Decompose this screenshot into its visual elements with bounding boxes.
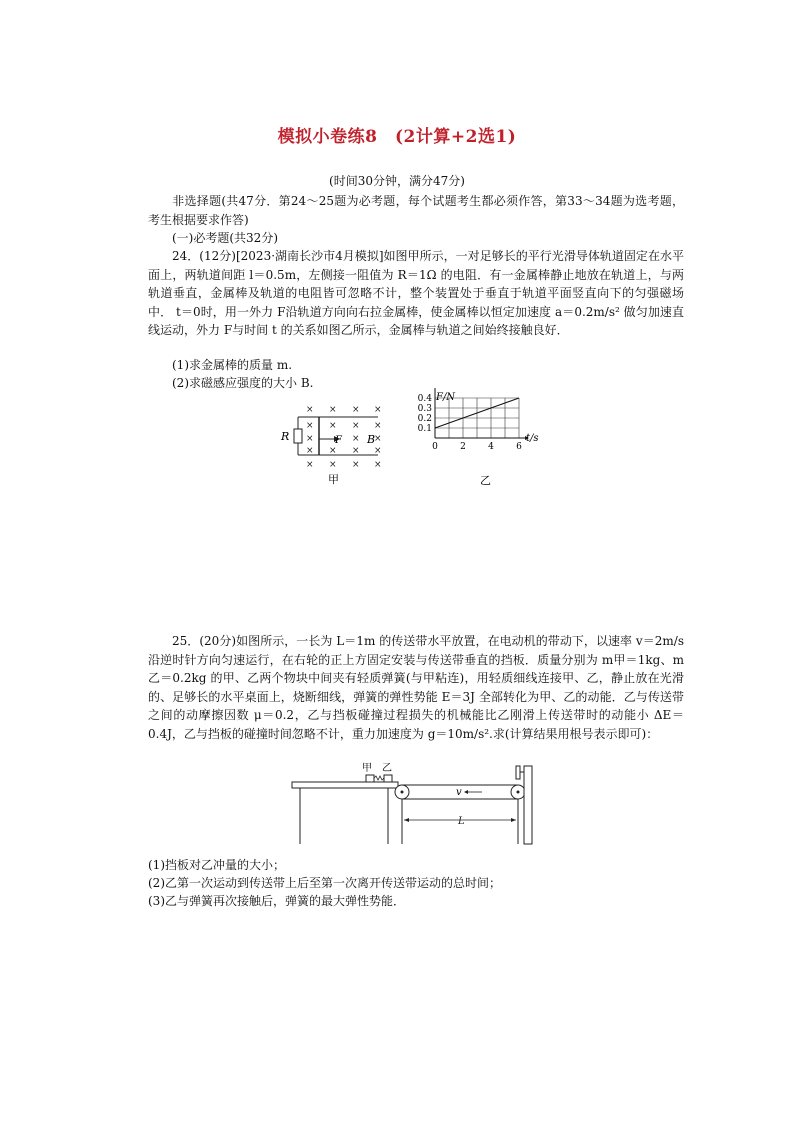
figure-jia (278, 403, 388, 488)
label-l: L (458, 816, 465, 827)
motor-stand (524, 766, 532, 844)
q25-sub3: (3)乙与弹簧再次接触后，弹簧的最大弹性势能． (148, 894, 405, 908)
svg-text:×: × (352, 446, 360, 456)
x-tick-label: 4 (488, 442, 494, 452)
svg-text:×: × (306, 460, 314, 470)
spring (374, 776, 384, 780)
x-tick-label: 2 (460, 442, 466, 452)
svg-text:×: × (306, 405, 314, 415)
label-f: F (335, 435, 342, 446)
y-tick-label: 0.4 (417, 394, 432, 404)
figure-yi-graph (408, 388, 548, 493)
svg-text:×: × (306, 446, 314, 456)
q24-stem (148, 247, 684, 340)
graph-grid (435, 398, 519, 438)
svg-text:×: × (352, 405, 360, 415)
label-v: v (456, 787, 462, 798)
section-required: (一)必考题(共32分) (172, 231, 278, 245)
exam-meta: (时间30分钟，满分47分) (329, 174, 465, 188)
svg-text:×: × (374, 446, 382, 456)
y-tick-label: 0.2 (417, 414, 432, 424)
svg-text:×: × (329, 446, 337, 456)
svg-text:×: × (352, 434, 360, 444)
label-yi: 乙 (382, 763, 392, 774)
svg-text:×: × (306, 421, 314, 431)
svg-text:×: × (352, 421, 360, 431)
svg-text:×: × (329, 460, 337, 470)
label-jia: 甲 (362, 763, 372, 774)
caption-jia: 甲 (328, 473, 339, 486)
intro-text: 非选择题(共47分．第24～25题为必考题，每个试题考生都必须作答，第33～34题为选考题，考生根据要求作答) (148, 194, 684, 227)
q25-sub2: (2)乙第一次运动到传送带上后至第一次离开传送带运动的总时间； (148, 876, 502, 890)
q24-sub2: (2)求磁感应强度的大小 B. (172, 376, 314, 390)
q25-stem (148, 632, 684, 743)
svg-text:×: × (374, 421, 382, 431)
intro-paragraph (148, 192, 684, 229)
q25-stem-text: 25．(20分)如图所示，一长为 L＝1m 的传送带水平放置，在电动机的带动下，以速率 v＝2m/s 沿逆时针方向匀速运行，在右轮的正上方固定安装与传送带垂直的挡板．质量分别为 m甲＝1kg、m乙＝0.2kg 的甲、乙两个物块中间夹有轻质弹簧(与甲粘连)，用轻质细线连接甲、乙，静止放在光滑的、足够长的水平桌面上，烧断细线，弹簧的弹性势能 E＝3J 全部转化为甲、乙的动能．乙与传送带之间的动摩擦因数 μ＝0.2，乙与挡板碰撞过程损失的机械能比乙刚滑上传送带时的动能小 ΔE＝0.4J，乙与挡板的碰撞时间忽略不计，重力加速度为 g＝10m/s².求(计算结果用根号表示即可)： (148, 634, 684, 741)
figure-conveyor (288, 758, 540, 846)
y-tick-label: 0.1 (417, 424, 432, 434)
baffle (516, 766, 520, 779)
svg-text:×: × (374, 434, 382, 444)
x-tick-label: 0 (432, 442, 438, 452)
y-tick-label: 0.3 (417, 404, 432, 414)
q24-sub1: (1)求金属棒的质量 m. (172, 358, 293, 372)
block-jia (366, 775, 374, 782)
label-r: R (281, 430, 290, 443)
label-b: B (367, 433, 376, 446)
svg-text:×: × (329, 405, 337, 415)
q25-sub1: (1)挡板对乙冲量的大小； (148, 858, 285, 872)
graph-xlabel: t/s (526, 433, 539, 444)
graph-ylabel: F/N (436, 392, 456, 403)
caption-yi: 乙 (480, 474, 491, 487)
svg-text:×: × (352, 460, 360, 470)
svg-text:×: × (329, 421, 337, 431)
x-tick-label: 6 (516, 442, 522, 452)
block-yi (384, 775, 392, 782)
svg-text:×: × (374, 460, 382, 470)
q24-stem-text: 24．(12分)[2023·湖南长沙市4月模拟]如图甲所示，一对足够长的平行光滑导体轨道固定在水平面上，两轨道间距 l＝0.5m，左侧接一阻值为 R＝1Ω 的电阻．有一金属棒静止地放在轨道上，与两轨道垂直，金属棒及轨道的电阻皆可忽略不计，整个装置处于垂直于轨道平面竖直向下的匀强磁场中． t＝0时，用一外力 F沿轨道方向向右拉金属棒，使金属棒以恒定加速度 a＝0.2m/s² 做匀加速直线运动，外力 F与时间 t 的关系如图乙所示，金属棒与轨道之间始终接触良好． (148, 249, 684, 337)
svg-text:×: × (306, 434, 314, 444)
svg-text:×: × (374, 405, 382, 415)
page-title: 模拟小卷练8 (2计算+2选1) (277, 127, 517, 147)
